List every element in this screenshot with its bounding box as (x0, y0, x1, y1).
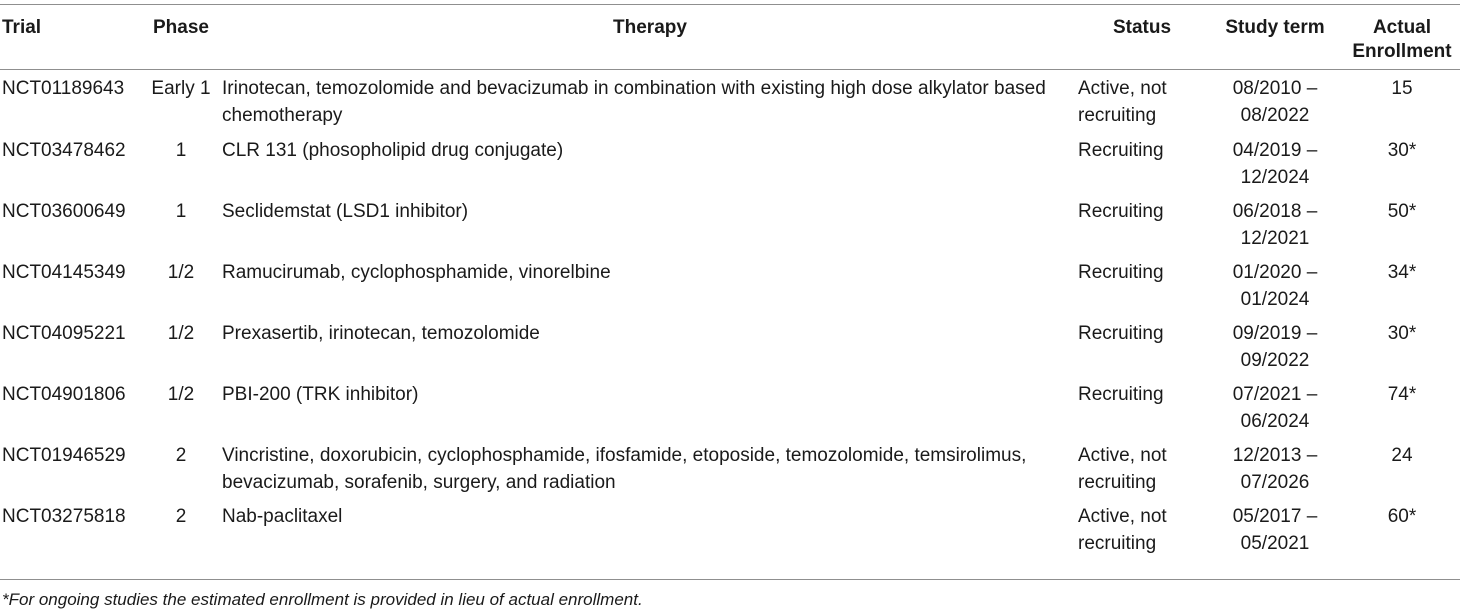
table-row (0, 500, 1460, 561)
cell-status (1078, 500, 1206, 561)
table-row (0, 70, 1460, 134)
table-row (0, 195, 1460, 256)
cell-therapy: CLR 131 (phosopholipid drug conjugate) (222, 140, 564, 161)
cell-status-line1: Recruiting (1078, 262, 1164, 283)
cell-therapy: Irinotecan, temozolomide and bevacizumab in combination with existing high dose alkylator based chemotherapy (222, 78, 1046, 126)
cell-study-term (1206, 195, 1344, 256)
cell-status (1078, 195, 1206, 256)
cell-status-line1: Active, not (1078, 78, 1167, 99)
header-study-term: Study term (1225, 17, 1325, 38)
cell-term-start: 07/2021 – (1232, 384, 1318, 405)
cell-trial: NCT04095221 (2, 323, 126, 344)
cell-enrollment: 30* (1387, 323, 1417, 344)
cell-enrollment: 15 (1391, 78, 1413, 99)
cell-term-start: 04/2019 – (1232, 140, 1318, 161)
cell-therapy: Prexasertib, irinotecan, temozolomide (222, 323, 540, 344)
header-enrollment (1344, 4, 1460, 70)
table-row (0, 134, 1460, 195)
cell-study-term (1206, 439, 1344, 500)
cell-study-term (1206, 500, 1344, 561)
cell-trial: NCT03600649 (2, 201, 126, 222)
cell-phase: 1 (175, 140, 187, 161)
cell-term-start: 12/2013 – (1232, 445, 1318, 466)
table-row (0, 378, 1460, 439)
cell-phase: 1/2 (167, 384, 195, 405)
header-therapy: Therapy (613, 17, 687, 38)
cell-status-line2: recruiting (1078, 472, 1157, 493)
cell-phase: 1/2 (167, 262, 195, 283)
cell-enrollment: 30* (1387, 140, 1417, 161)
cell-term-end: 05/2021 (1240, 533, 1310, 554)
cell-phase: 1 (175, 201, 187, 222)
cell-status-line2: recruiting (1078, 533, 1157, 554)
cell-status-line2: recruiting (1078, 105, 1157, 126)
cell-term-end: 07/2026 (1240, 472, 1310, 493)
cell-status (1078, 317, 1206, 378)
cell-term-start: 05/2017 – (1232, 506, 1318, 527)
cell-term-end: 12/2021 (1240, 228, 1310, 249)
cell-status-line1: Recruiting (1078, 140, 1164, 161)
cell-enrollment: 50* (1387, 201, 1417, 222)
cell-therapy: Vincristine, doxorubicin, cyclophosphamide, ifosfamide, etoposide, temozolomide, temsirolimus, bevacizumab, sorafenib, surgery, and radiation (222, 445, 1027, 493)
header-phase: Phase (153, 17, 209, 38)
cell-term-end: 01/2024 (1240, 289, 1310, 310)
cell-status (1078, 439, 1206, 500)
cell-status-line1: Recruiting (1078, 201, 1164, 222)
cell-term-start: 09/2019 – (1232, 323, 1318, 344)
footnote: *For ongoing studies the estimated enrollment is provided in lieu of actual enrollment. (2, 590, 643, 609)
cell-therapy: PBI-200 (TRK inhibitor) (222, 384, 419, 405)
table-row (0, 317, 1460, 378)
cell-term-end: 12/2024 (1240, 167, 1310, 188)
cell-phase: 2 (175, 506, 187, 527)
cell-therapy: Seclidemstat (LSD1 inhibitor) (222, 201, 469, 222)
cell-term-start: 08/2010 – (1232, 78, 1318, 99)
header-row (0, 4, 1460, 70)
bottom-rule (0, 579, 1460, 580)
cell-status-line1: Recruiting (1078, 323, 1164, 344)
cell-status-line1: Active, not (1078, 506, 1167, 527)
header-trial: Trial (2, 17, 42, 38)
cell-trial: NCT04901806 (2, 384, 126, 405)
cell-phase: 2 (175, 445, 187, 466)
header-enrollment-line2: Enrollment (1352, 41, 1452, 62)
cell-trial: NCT03275818 (2, 506, 126, 527)
cell-phase: 1/2 (167, 323, 195, 344)
cell-term-end: 08/2022 (1240, 105, 1310, 126)
cell-study-term (1206, 317, 1344, 378)
cell-phase: Early 1 (151, 78, 211, 99)
table-row (0, 439, 1460, 500)
cell-study-term (1206, 70, 1344, 134)
cell-status (1078, 378, 1206, 439)
cell-enrollment: 34* (1387, 262, 1417, 283)
cell-study-term (1206, 134, 1344, 195)
cell-therapy: Nab-paclitaxel (222, 506, 343, 527)
clinical-trials-table (0, 4, 1460, 561)
cell-term-end: 06/2024 (1240, 411, 1310, 432)
cell-trial: NCT04145349 (2, 262, 126, 283)
cell-status (1078, 134, 1206, 195)
table-body (0, 70, 1460, 561)
header-enrollment-line1: Actual (1372, 17, 1432, 38)
cell-study-term (1206, 378, 1344, 439)
cell-trial: NCT01189643 (2, 78, 125, 99)
cell-trial: NCT01946529 (2, 445, 126, 466)
cell-term-end: 09/2022 (1240, 350, 1310, 371)
cell-therapy: Ramucirumab, cyclophosphamide, vinorelbine (222, 262, 611, 283)
cell-status-line1: Active, not (1078, 445, 1167, 466)
cell-enrollment: 74* (1387, 384, 1417, 405)
cell-status (1078, 256, 1206, 317)
cell-trial: NCT03478462 (2, 140, 126, 161)
cell-status (1078, 70, 1206, 134)
cell-enrollment: 24 (1391, 445, 1413, 466)
cell-enrollment: 60* (1387, 506, 1417, 527)
cell-study-term (1206, 256, 1344, 317)
cell-status-line1: Recruiting (1078, 384, 1164, 405)
cell-term-start: 01/2020 – (1232, 262, 1318, 283)
cell-term-start: 06/2018 – (1232, 201, 1318, 222)
header-status: Status (1112, 17, 1172, 38)
table-row (0, 256, 1460, 317)
